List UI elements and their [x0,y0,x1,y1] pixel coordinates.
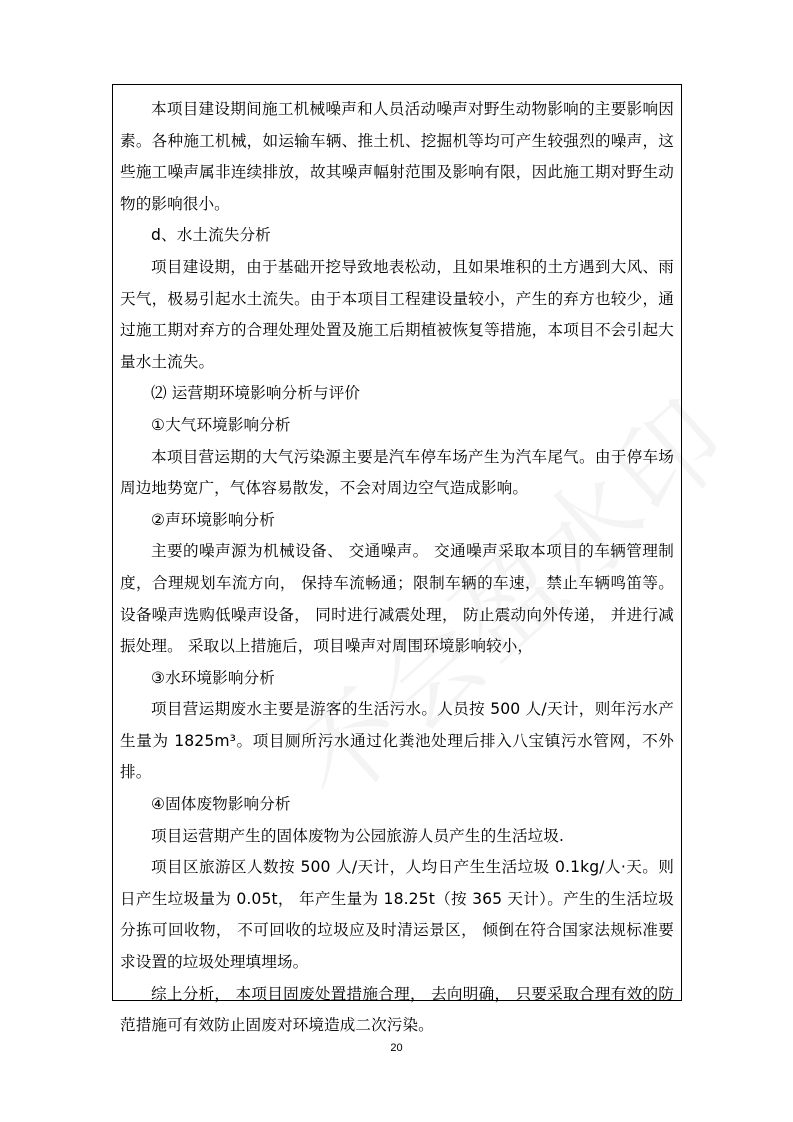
paragraph-solid-waste-amount: 项目区旅游区人数按 500 人/天计，人均日产生生活垃圾 0.1kg/人·天。则日产生垃圾量为 0.05t， 年产生量为 18.25t（按 365 天计）。产生的生活垃圾分拣可回收物， 不可回收的垃圾应及时清运景区， 倾倒在符合国家法规标准要求设置的垃圾处理填埋场。 [120,858,674,972]
heading-operation-period: ⑵ 运营期环境影响分析与评价 [151,384,361,403]
paragraph-water-environment: 项目营运期废水主要是游客的生活污水。人员按 500 人/天计，则年污水产生量为 1825m³。项目厕所污水通过化粪池处理后排入八宝镇污水管网，不外排。 [120,700,674,782]
heading-solid-waste: ④固体废物影响分析 [151,795,291,814]
heading-soil-erosion: d、水土流失分析 [151,226,271,245]
heading-water-environment: ③水环境影响分析 [151,668,275,687]
page-number: 20 [390,1042,403,1054]
content-table-cell [112,84,682,1035]
paragraph-acoustic-environment: 主要的噪声源为机械设备、 交通噪声。 交通噪声采取本项目的车辆管理制度，合理规划车流方向， 保持车流畅通；限制车辆的车速， 禁止车辆鸣笛等。设备噪声选购低噪声设备， 同时进行减震处理， 防止震动向外传递， 并进行减振处理。 采取以上措施后，项目噪声对周围环境影响较小， [120,542,674,656]
heading-air-environment: ①大气环境影响分析 [151,415,291,434]
paragraph-air-environment: 本项目营运期的大气污染源主要是汽车停车场产生为汽车尾气。由于停车场周边地势宽广，气体容易散发，不会对周边空气造成影响。 [120,447,674,498]
paragraph-solid-waste-source: 项目运营期产生的固体废物为公园旅游人员产生的生活垃圾. [151,826,565,845]
paragraph-wildlife-noise: 本项目建设期间施工机械噪声和人员活动噪声对野生动物影响的主要影响因素。各种施工机械，如运输车辆、推土机、挖掘机等均可产生较强烈的噪声，这些施工噪声属非连续排放，故其噪声幅射范围及影响有限，因此施工期对野生动物的影响很小。 [120,100,674,213]
paragraph-conclusion: 综上分析， 本项目固废处置措施合理， 去向明确， 只要采取合理有效的防范措施可有效防止固废对环境造成二次污染。 [120,984,674,1035]
heading-acoustic-environment: ②声环境影响分析 [151,510,275,529]
paragraph-soil-erosion: 项目建设期，由于基础开挖导致地表松动，且如果堆积的土方遇到大风、雨天气，极易引起水土流失。由于本项目工程建设量较小，产生的弃方也较少，通过施工期对弃方的合理处理处置及施工后期植被恢复等措施，本项目不会引起大量水土流失。 [120,257,674,371]
